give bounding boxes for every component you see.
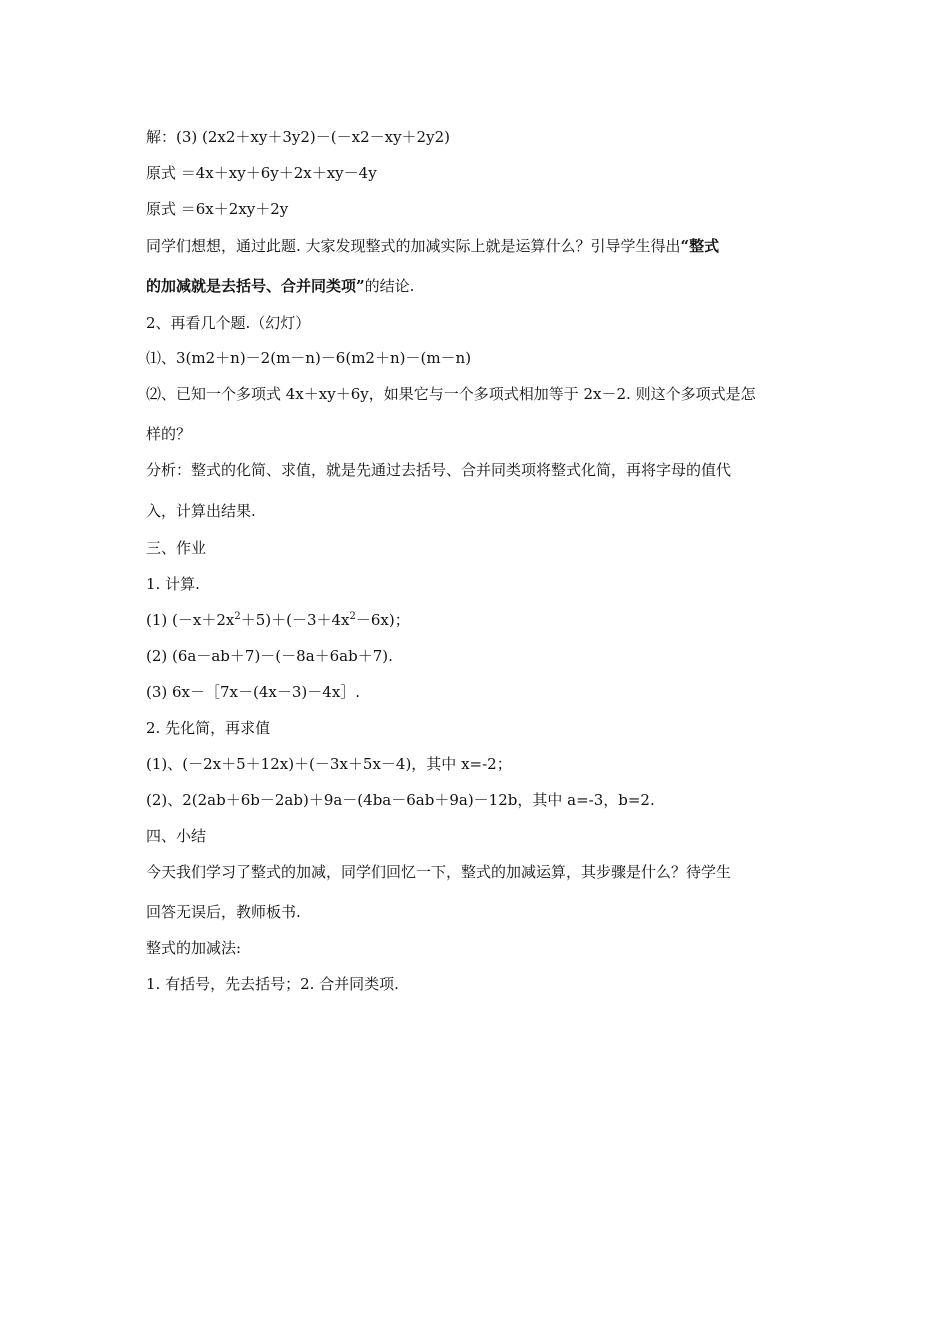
rule-heading: 整式的加减法:	[146, 939, 242, 957]
exponent-2: 2	[349, 611, 356, 622]
expansion-line: 原式 ＝4x＋xy＋6y＋2x＋xy－4y	[146, 164, 377, 182]
summary-line-2: 回答无误后，教师板书.	[146, 903, 301, 921]
rule-steps: 1. 有括号，先去括号；2. 合并同类项.	[146, 975, 399, 993]
analysis-line-2: 入，计算出结果.	[146, 502, 256, 520]
conclusion-bold-end: 的加减就是去括号、合并同类项”	[146, 277, 365, 295]
expr-part-1: (1) (－x＋2x	[146, 611, 235, 629]
question-paragraph-line-2	[146, 276, 414, 296]
homework-1-item-3: (3) 6x－［7x－(4x－3)－4x］.	[146, 683, 361, 701]
homework-1-item-2: (2) (6a－ab＋7)－(－8a＋6ab＋7).	[146, 647, 393, 665]
summary-line-1: 今天我们学习了整式的加减，同学们回忆一下，整式的加减运算，其步骤是什么？待学生	[146, 863, 732, 881]
conclusion-bold-start: “整式	[680, 237, 720, 255]
exponent-1: 2	[234, 611, 241, 622]
homework-2-item-1: (1)、(－2x＋5＋12x)＋(－3x＋5x－4)，其中 x=-2；	[146, 755, 512, 773]
analysis-line-1: 分析：整式的化简、求值，就是先通过去括号、合并同类项将整式化简，再将字母的值代	[146, 461, 732, 479]
result-line: 原式 ＝6x＋2xy＋2y	[146, 200, 289, 218]
section-summary-heading: 四、小结	[146, 827, 207, 845]
solution-line-3: 解：(3) (2x2＋xy＋3y2)－(－x2－xy＋2y2)	[146, 128, 450, 146]
problem-1: ⑴、3(m2＋n)－2(m－n)－6(m2＋n)－(m－n)	[146, 349, 472, 367]
problem-2-line-1: ⑵、已知一个多项式 4x＋xy＋6y，如果它与一个多项式相加等于 2x－2. 则这个多项式是怎	[146, 385, 756, 403]
conclusion-tail: 的结论.	[364, 277, 415, 295]
section-more-problems: 2、再看几个题.（幻灯）	[146, 314, 311, 332]
homework-2-item-2: (2)、2(2ab＋6b－2ab)＋9a－(4ba－6ab＋9a)－12b，其中 a=-3，b=2.	[146, 791, 655, 809]
homework-2-heading: 2. 先化简，再求值	[146, 719, 271, 737]
expr-part-3: －6x)；	[355, 611, 410, 629]
homework-1-item-1	[146, 610, 410, 630]
question-paragraph-line-1	[146, 236, 719, 256]
expr-part-2: ＋5)＋(－3＋4x	[240, 611, 350, 629]
section-homework-heading: 三、作业	[146, 539, 207, 557]
question-text: 同学们想想，通过此题. 大家发现整式的加减实际上就是运算什么？引导学生得出	[146, 237, 681, 255]
problem-2-line-2: 样的？	[146, 425, 192, 443]
homework-1-heading: 1. 计算.	[146, 575, 200, 593]
